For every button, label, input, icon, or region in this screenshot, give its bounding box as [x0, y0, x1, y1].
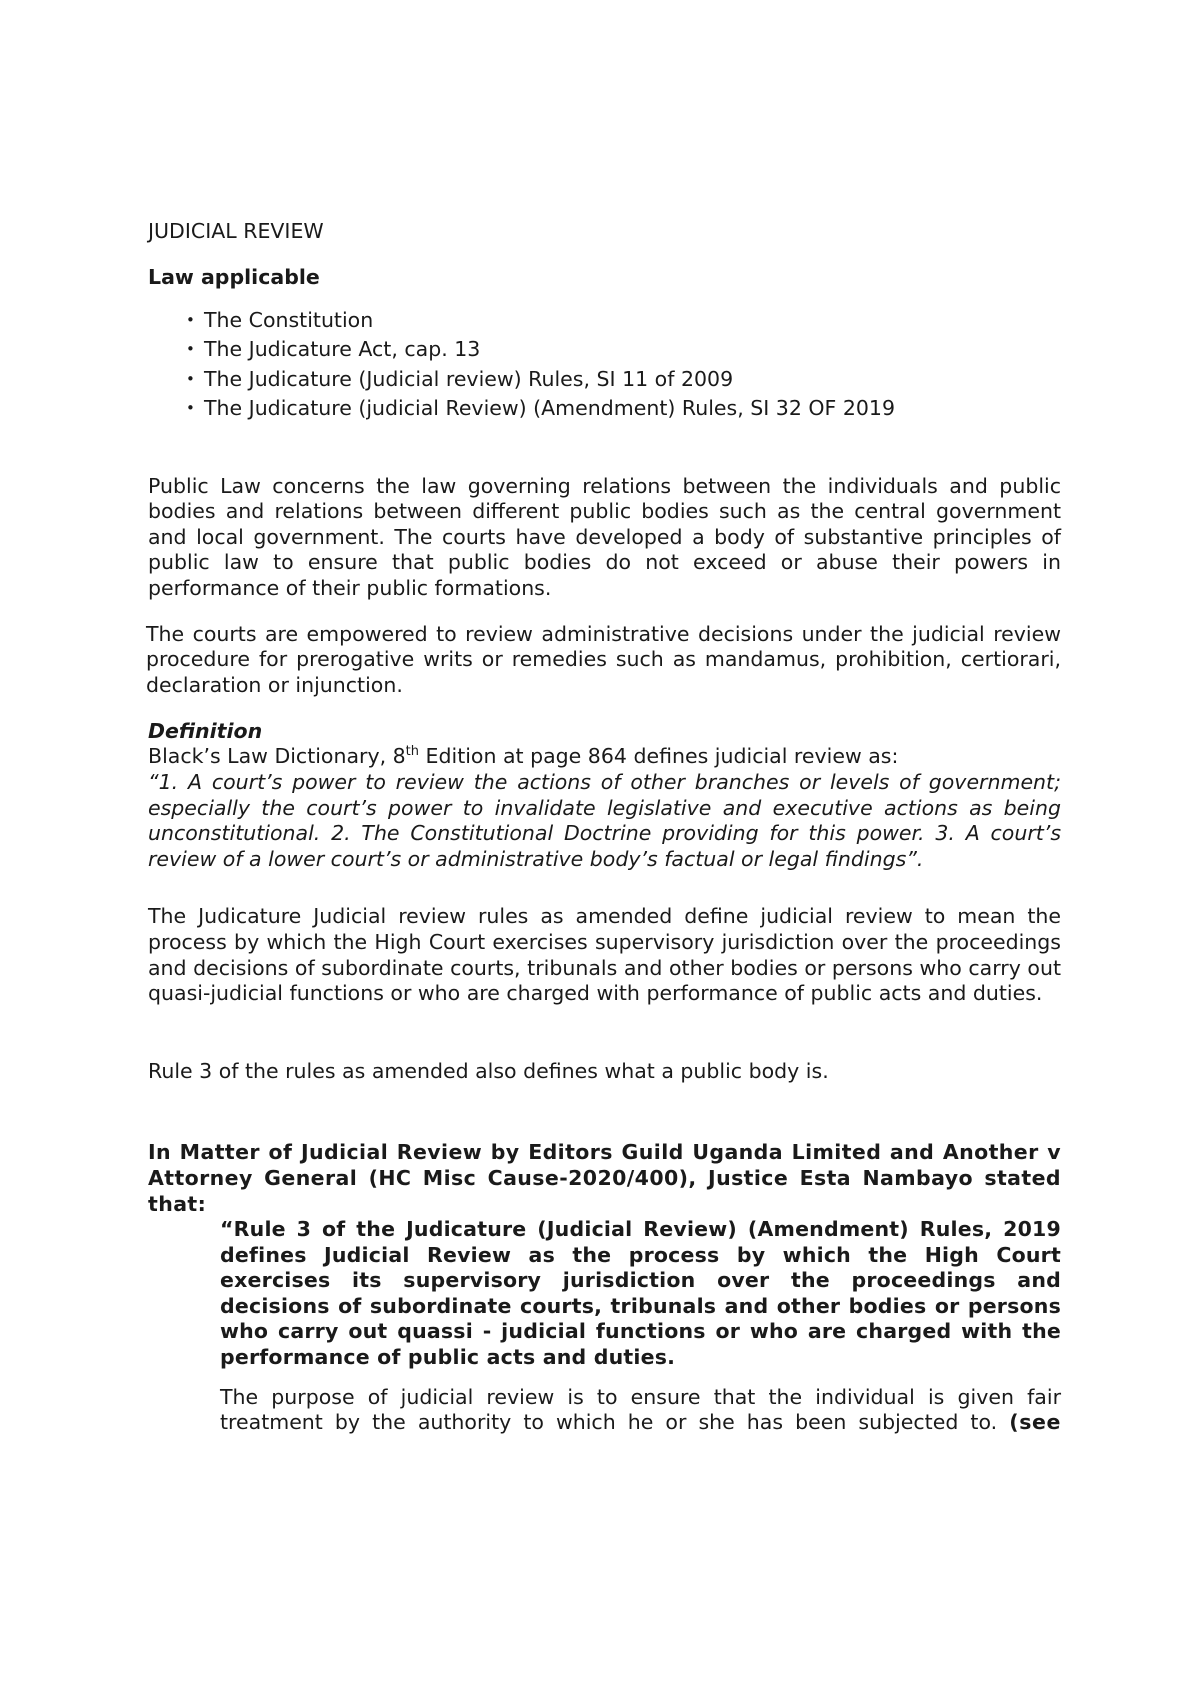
rule3-paragraph: Rule 3 of the rules as amended also defines what a public body is.: [148, 1058, 829, 1083]
definition-quote: “1. A court’s power to review the actions of other branches or levels of government; especially the court’s power to invalidate legislative and executive actions as being unconstitutional. 2. The Constitutional Doctrine providing for this power. 3. A court’s review of a lower court’s or administrative body’s factual or legal findings”.: [148, 769, 1061, 871]
list-item-text: The Judicature (Judicial review) Rules, SI 11 of 2009: [204, 366, 734, 391]
list-item-text: The Judicature Act, cap. 13: [204, 337, 481, 362]
definition-source: [148, 744, 1061, 770]
definition-source-text-rest: Edition at page 864 defines judicial review as:: [419, 744, 899, 769]
definition-source-superscript: th: [405, 744, 420, 760]
definition-source-text: Black’s Law Dictionary, 8: [148, 744, 406, 769]
bullet-icon: •: [186, 369, 195, 388]
list-item: [148, 394, 1061, 423]
list-item: [148, 365, 1061, 394]
public-law-paragraph: Public Law concerns the law governing relations between the individuals and public bodies and relations between different public bodies such as the central government and local government. The courts have developed a body of substantive principles of public law to ensure that public bodies do not exceed or abuse their powers in performance of their public formations.: [148, 473, 1061, 600]
bullet-icon: •: [186, 399, 195, 418]
list-item-text: The Judicature (judicial Review) (Amendment) Rules, SI 32 OF 2019: [204, 396, 896, 421]
courts-paragraph: The courts are empowered to review administrative decisions under the judicial review procedure for prerogative writs or remedies such as mandamus, prohibition, certiorari, declaration or injunction.: [146, 621, 1061, 697]
purpose-text: The purpose of judicial review is to ensure that the individual is given fair treatment by the authority to which he or she has been subjected to.: [220, 1384, 1061, 1435]
list-item-text: The Constitution: [204, 308, 374, 332]
case-quote: “Rule 3 of the Judicature (Judicial Review) (Amendment) Rules, 2019 defines Judicial Review as the process by which the High Court exercises its supervisory jurisdiction over the proceedings and decisions of subordinate courts, tribunals and other bodies or persons who carry out quassi - judicial functions or who are charged with the performance of public acts and duties.: [220, 1217, 1061, 1370]
document-title: JUDICIAL REVIEW: [148, 219, 324, 243]
purpose-paragraph: [220, 1385, 1061, 1436]
judicature-paragraph: The Judicature Judicial review rules as amended define judicial review to mean the process by which the High Court exercises supervisory jurisdiction over the proceedings and decisions of subordinate courts, tribunals and other bodies or persons who carry out quasi-judicial functions or who are charged with performance of public acts and duties.: [148, 904, 1061, 1006]
bullet-icon: •: [186, 311, 195, 329]
bullet-icon: •: [186, 340, 195, 359]
law-list: [148, 306, 1061, 424]
law-applicable-heading: Law applicable: [148, 265, 320, 289]
list-item: [148, 306, 1061, 335]
case-intro: In Matter of Judicial Review by Editors Guild Uganda Limited and Another v Attorney General (HC Misc Cause-2020/400), Justice Esta Nambayo stated that:: [148, 1140, 1061, 1216]
list-item: [148, 335, 1061, 364]
definition-heading: Definition: [148, 719, 263, 744]
purpose-see: (see: [1009, 1410, 1061, 1435]
document-page: [148, 218, 1061, 1436]
